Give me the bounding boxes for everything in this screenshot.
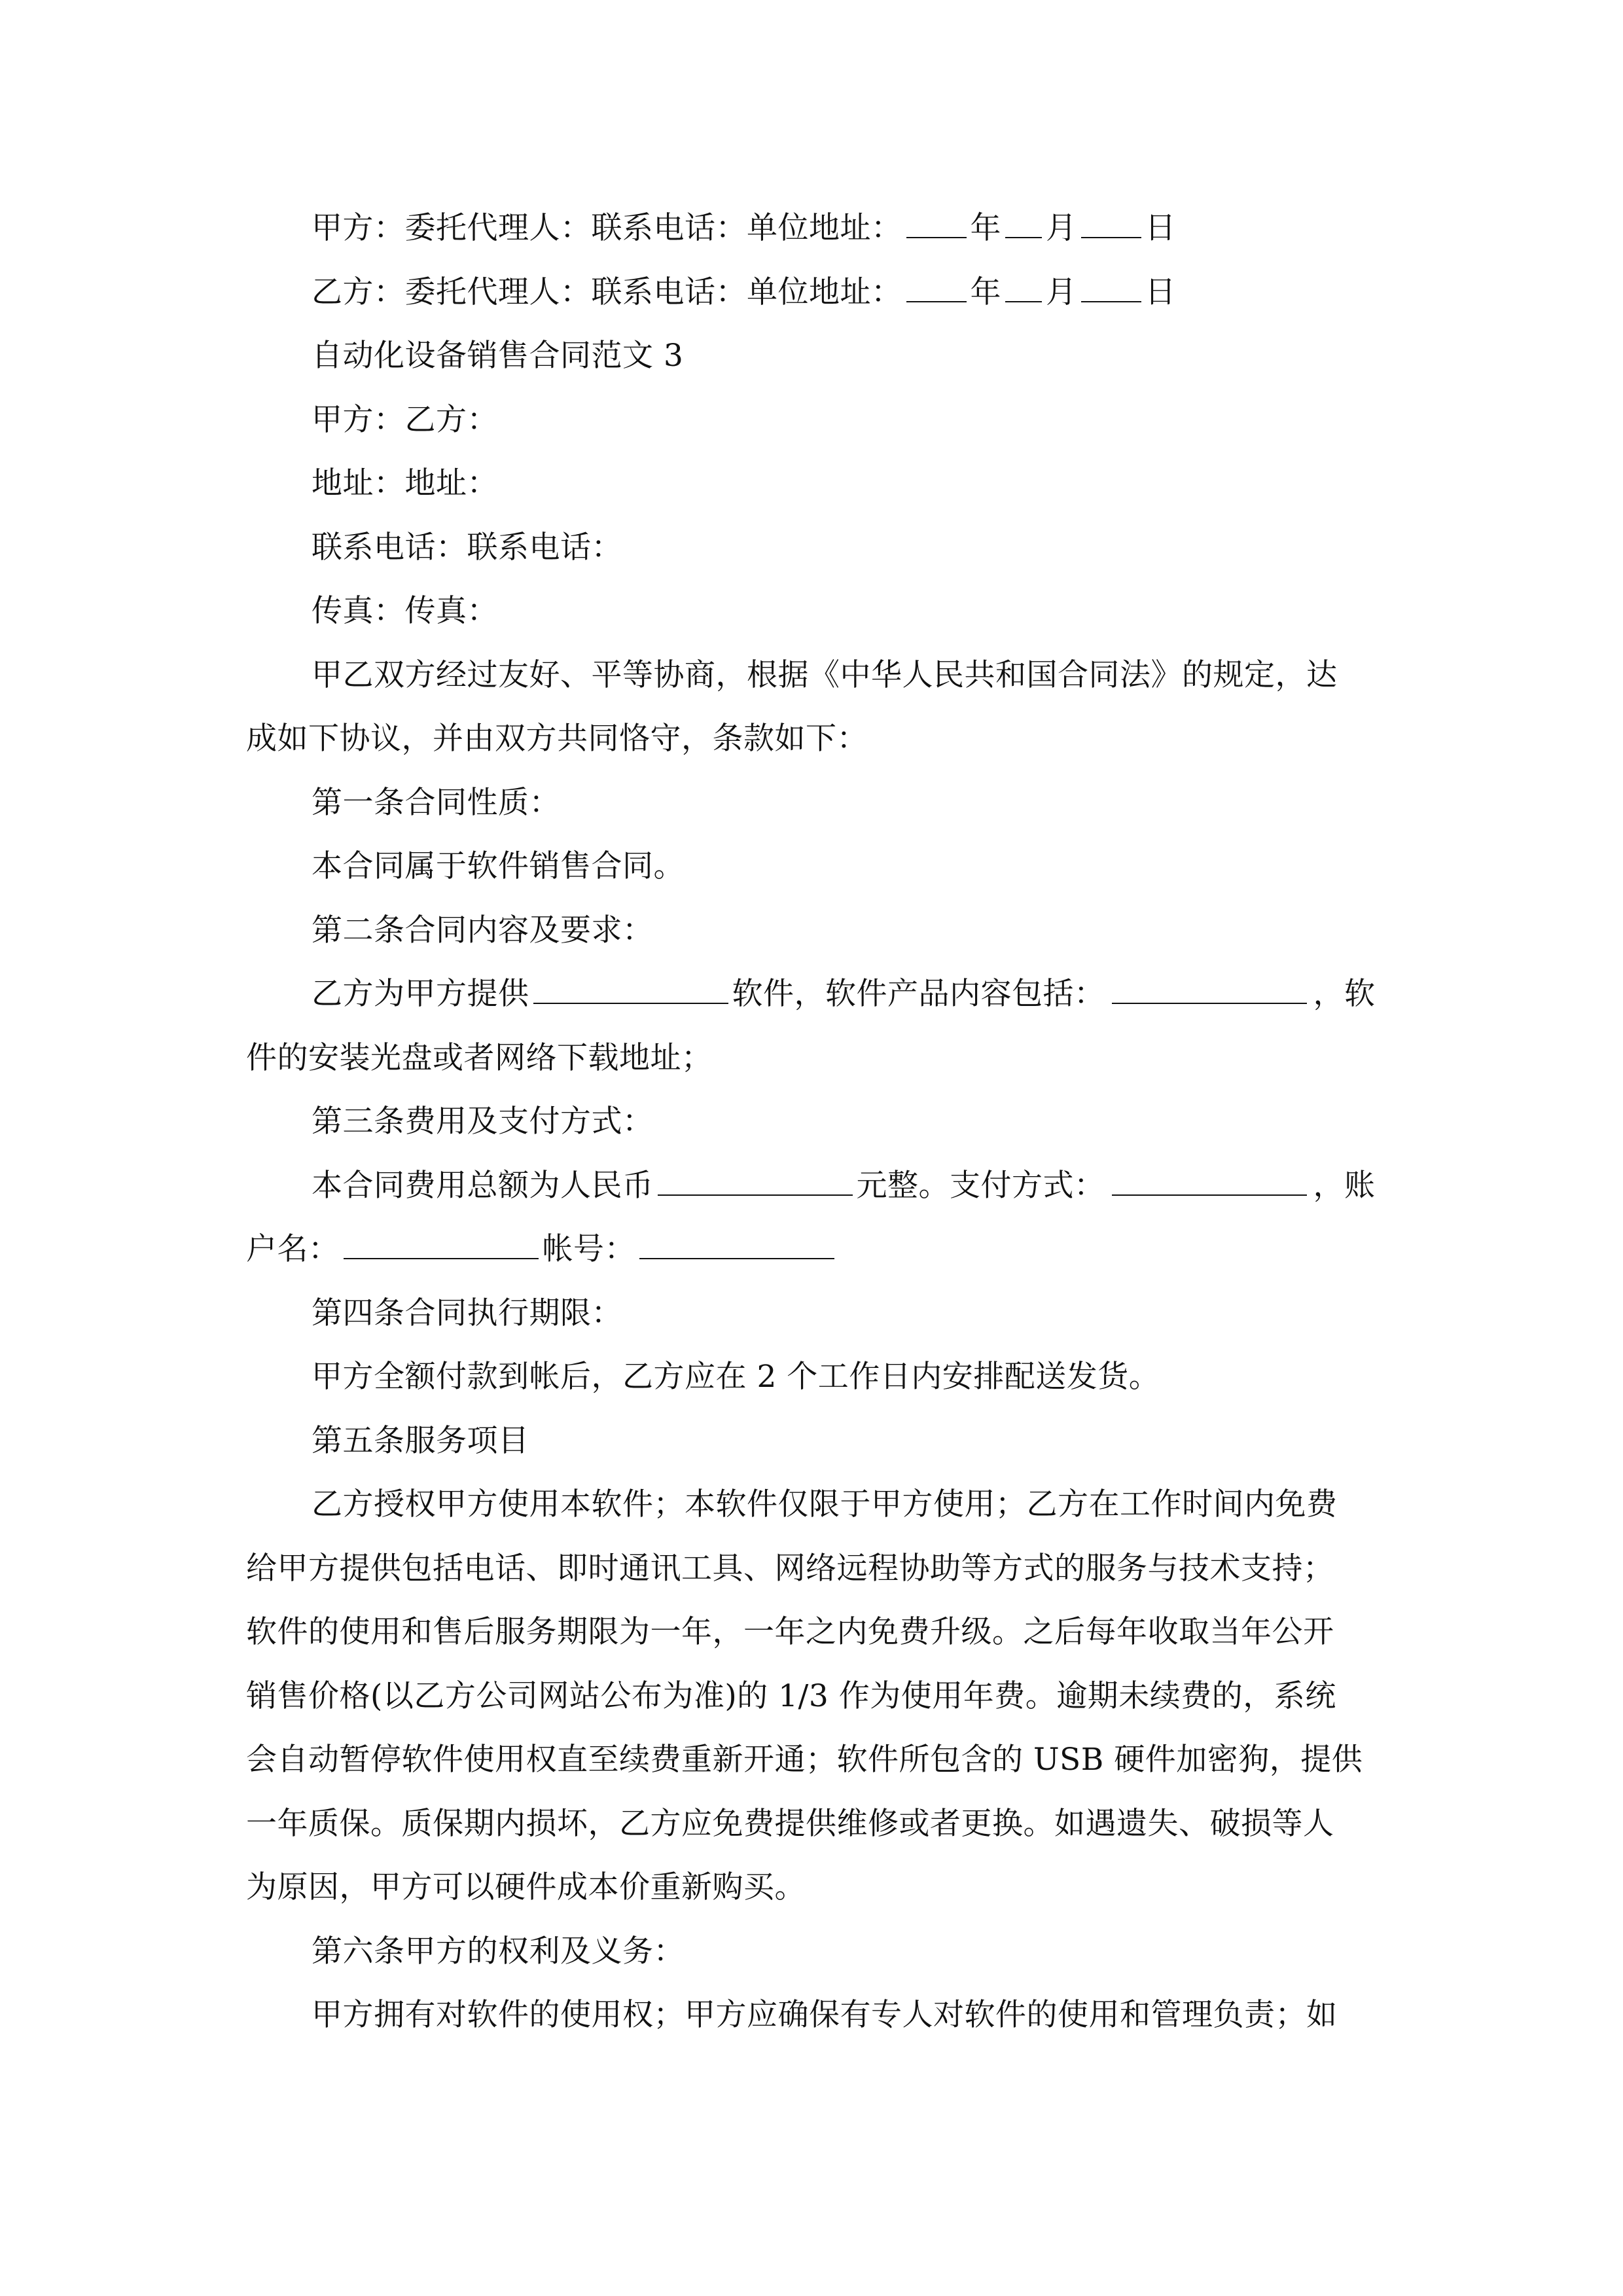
- signature-b-day: 日: [1145, 274, 1176, 310]
- article-2-title: 第二条合同内容及要求：: [312, 912, 654, 948]
- document-body: [246, 196, 1378, 2047]
- blank-year: [906, 268, 967, 302]
- signature-line-party-a: [246, 196, 1378, 260]
- article-5-body-line-4: 销售价格(以乙方公司网站公布为准)的 1/3 作为使用年费。逾期未续费的，系统: [246, 1677, 1336, 1714]
- blank-amount: [658, 1162, 853, 1196]
- blank-account-name: [344, 1225, 539, 1259]
- article-3-title: 第三条费用及支付方式：: [312, 1103, 654, 1139]
- article-3-text-a: 本合同费用总额为人民币: [312, 1167, 654, 1204]
- article-2-text-b: 软件，软件产品内容包括：: [732, 976, 1105, 1012]
- parties-line: 甲方：乙方：: [312, 401, 498, 438]
- address-line: 地址：地址：: [312, 465, 498, 501]
- article-1-body: 本合同属于软件销售合同。: [312, 848, 685, 884]
- article-2-text-c: ，软: [1313, 976, 1376, 1012]
- article-2-text-a: 乙方为甲方提供: [312, 976, 529, 1012]
- blank-contents: [1112, 970, 1307, 1004]
- article-4-title: 第四条合同执行期限：: [312, 1295, 622, 1331]
- article-5-body-line-5: 会自动暂停软件使用权直至续费重新开通；软件所包含的 USB 硬件加密狗，提供: [246, 1742, 1363, 1778]
- article-3-text-b: 元整。支付方式：: [856, 1167, 1105, 1204]
- fax-line: 传真：传真：: [312, 593, 498, 629]
- article-6-title: 第六条甲方的权利及义务：: [312, 1933, 685, 1969]
- intro-line-2: 成如下协议，并由双方共同恪守，条款如下：: [246, 721, 868, 757]
- article-3-text-c: ，账: [1313, 1167, 1376, 1204]
- article-6-body-line-1: 甲方拥有对软件的使用权；甲方应确保有专人对软件的使用和管理负责；如: [312, 1997, 1338, 2033]
- signature-b-prefix: 乙方：委托代理人：联系电话：单位地址：: [312, 274, 902, 310]
- intro-text-1: 甲乙双方经过友好、平等协商，根据《中华人民共和国合同法》的规定，达: [312, 656, 1338, 693]
- blank-payment-method: [1112, 1162, 1307, 1196]
- signature-a-day: 日: [1145, 210, 1176, 246]
- signature-a-year: 年: [970, 210, 1001, 246]
- article-3-text-e: 帐号：: [542, 1231, 635, 1267]
- blank-day: [1081, 204, 1141, 238]
- article-5-body-line-6: 一年质保。质保期内损坏，乙方应免费提供维修或者更换。如遇遗失、破损等人: [246, 1805, 1334, 1842]
- section-heading: 自动化设备销售合同范文 3: [312, 338, 684, 374]
- intro-line-1: [246, 643, 1378, 708]
- phone-line: 联系电话：联系电话：: [312, 529, 622, 565]
- signature-b-year: 年: [970, 274, 1001, 310]
- blank-month: [1005, 204, 1042, 238]
- blank-day: [1081, 268, 1141, 302]
- article-5-body-line-3: 软件的使用和售后服务期限为一年，一年之内免费升级。之后每年收取当年公开: [246, 1614, 1334, 1650]
- blank-month: [1005, 268, 1042, 302]
- article-5-title: 第五条服务项目: [312, 1422, 529, 1459]
- signature-b-month: 月: [1046, 274, 1077, 310]
- article-5-body-line-2: 给甲方提供包括电话、即时通讯工具、网络远程协助等方式的服务与技术支持；: [246, 1550, 1334, 1587]
- article-1-title: 第一条合同性质：: [312, 784, 560, 821]
- article-4-body: 甲方全额付款到帐后，乙方应在 2 个工作日内安排配送发货。: [312, 1359, 1160, 1395]
- blank-software: [533, 970, 728, 1004]
- article-3-text-d: 户名：: [246, 1231, 340, 1267]
- article-5-body-line-1: 乙方授权甲方使用本软件；本软件仅限于甲方使用；乙方在工作时间内免费: [312, 1486, 1338, 1522]
- article-2-body-line-2: 件的安装光盘或者网络下载地址；: [246, 1039, 713, 1076]
- article-2-body-line-1: [246, 962, 1378, 1026]
- blank-account-number: [639, 1225, 834, 1259]
- signature-a-month: 月: [1046, 210, 1077, 246]
- article-3-body-line-1: [246, 1154, 1378, 1218]
- article-3-body-line-2: [246, 1217, 1378, 1282]
- signature-line-party-b: [246, 260, 1378, 325]
- article-5-body-line-7: 为原因，甲方可以硬件成本价重新购买。: [246, 1869, 806, 1905]
- blank-year: [906, 204, 967, 238]
- signature-a-prefix: 甲方：委托代理人：联系电话：单位地址：: [312, 210, 902, 246]
